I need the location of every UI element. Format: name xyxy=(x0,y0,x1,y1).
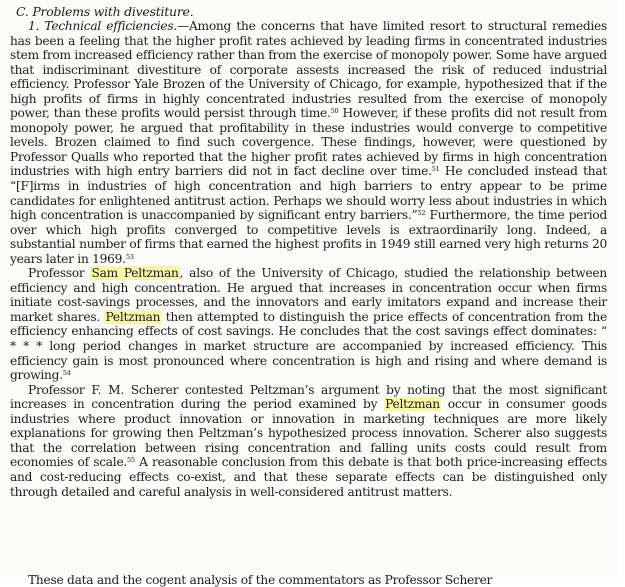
paragraph-text: occur in consumer goods industries where product innovation or innovation in marketing techniques are more likely explanations for growing then Peltzman’s hypothesized process innovation. Scherer also suggests that the correlation between rising concentration and falling units costs could result from economies of scale. xyxy=(10,397,607,470)
paragraph-text: However, if these profits did not result from monopoly power, he argued that profitability in these industries would converge to competitive levels. Brozen claimed to find such covergence. These findings, however, were questioned by Professor Qualls who reported that the higher profit rates achieved by firms in high concentration industries with high entry barriers did not in fact decline over time. xyxy=(10,106,607,179)
paragraph-text: , also of the University of Chicago, studied the relationship between efficiency and high concentration. He argued that increases in concentration occur when firms initiate cost-savings processes, and the innovators and early imitators expand and increase their market shares. xyxy=(10,266,607,324)
footnote-ref: 51 xyxy=(431,165,440,174)
search-highlight: Peltzman xyxy=(385,397,440,412)
paragraph-peltzman xyxy=(10,266,607,382)
footnote-ref: 53 xyxy=(125,252,134,261)
paragraph-text: A reasonable conclusion from this debate is that both price-increasing effects and cost-reducing effects co-exist, and that these separate effects can be distinguished only through detailed and careful analysis in well-considered antitrust matters. xyxy=(10,455,607,499)
cut-off-line: These data and the cogent analysis of the commentators as Professor Scherer xyxy=(28,573,493,587)
paragraph-text: —Among the concerns that have limited resort to structural remedies has been a feeling that the higher profit rates achieved by leading firms in concentrated industries stem from increased efficiency rather than from the exercise of monopoly power. Some have argued that indiscriminant divestiture of corporate assests increased the risk of reduced industrial efficiency. Professor Yale Brozen of the University of Chicago, for example, hypothesized that if the high profits of firms in highly concentrated industries resulted from the exercise of monopoly power, than these profits would persist through time. xyxy=(10,19,607,121)
footnote-ref: 52 xyxy=(417,209,426,218)
paragraph-text: Furthermore, the time period over which high profits converged to competitive levels is extraordinarily long. Indeed, a substantial number of firms that earned the highest profits in 1949 still earned very high returns 20 years later in 1969. xyxy=(10,208,608,266)
section-heading: C. Problems with divestiture. xyxy=(16,4,194,19)
footnote-ref: 54 xyxy=(62,369,71,378)
sub-heading: 1. Technical efficiencies. xyxy=(28,19,178,33)
paragraph-text: He concluded instead that “[F]irms in industries of high concentration and high barriers to entry appear to be prime candidates for enlightened antitrust action. Perhaps we should worry less about industries in which high concentration is unaccompanied by significant entry barriers.” xyxy=(10,164,607,223)
search-highlight: Peltzman xyxy=(105,309,161,324)
document-body xyxy=(10,4,607,499)
paragraph-text: then attempted to distinguish the price effects of concentration from the efficiency enhancing effects of cost savings. He concludes that the cost savings effect dominates: “ * * * long period changes in market structure are accompanied by increased efficiency. This efficiency gain is most pronounced where concentration is high and rising and where demand is growing. xyxy=(10,309,607,383)
paragraph-text: Professor xyxy=(28,266,91,281)
footnote-ref: 50 xyxy=(330,107,339,116)
paragraph-technical-efficiencies xyxy=(10,19,607,266)
search-highlight: Sam Peltzman xyxy=(91,266,179,281)
footnote-ref: 55 xyxy=(127,456,135,465)
paragraph-scherer xyxy=(10,383,607,499)
paragraph-text: Professor F. M. Scherer contested Peltzman’s argument by noting that the most significant increases in concentration during the period examined by xyxy=(10,382,607,412)
